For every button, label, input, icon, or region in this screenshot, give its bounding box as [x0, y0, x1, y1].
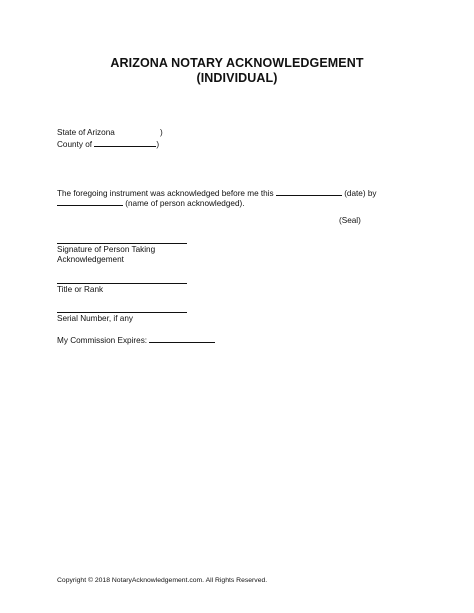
commission-label: My Commission Expires:	[57, 336, 148, 345]
signature-label-1: Signature of Person Taking	[57, 245, 156, 254]
statement-text-2: (date) by	[344, 189, 377, 198]
name-blank[interactable]	[57, 197, 123, 206]
county-bracket: )	[156, 140, 160, 149]
statement-text-1: The foregoing instrument was acknowledged before me this	[57, 189, 274, 198]
document-subtitle: (INDIVIDUAL)	[196, 71, 278, 85]
date-blank[interactable]	[276, 187, 342, 196]
commission-line	[57, 334, 215, 346]
state-line	[57, 128, 115, 138]
serial-number-label: Serial Number, if any	[57, 314, 133, 323]
serial-number-line[interactable]	[57, 312, 187, 313]
seal-label: (Seal)	[339, 216, 361, 225]
commission-blank[interactable]	[149, 334, 215, 343]
state-bracket: )	[160, 128, 163, 137]
statement-text-3: (name of person acknowledged).	[125, 199, 245, 208]
document-title: ARIZONA NOTARY ACKNOWLEDGEMENT	[110, 56, 364, 70]
statement-line-2	[57, 197, 245, 209]
state-label: State of Arizona	[57, 128, 115, 137]
title-rank-label: Title or Rank	[57, 285, 104, 294]
signature-line[interactable]	[57, 243, 187, 244]
county-blank[interactable]	[94, 138, 156, 147]
county-label: County of	[57, 140, 93, 149]
copyright-footer: Copyright © 2018 NotaryAcknowledgement.com. All Rights Reserved.	[57, 577, 268, 584]
county-line	[57, 138, 159, 150]
title-rank-line[interactable]	[57, 283, 187, 284]
signature-label-2: Acknowledgement	[57, 255, 124, 264]
